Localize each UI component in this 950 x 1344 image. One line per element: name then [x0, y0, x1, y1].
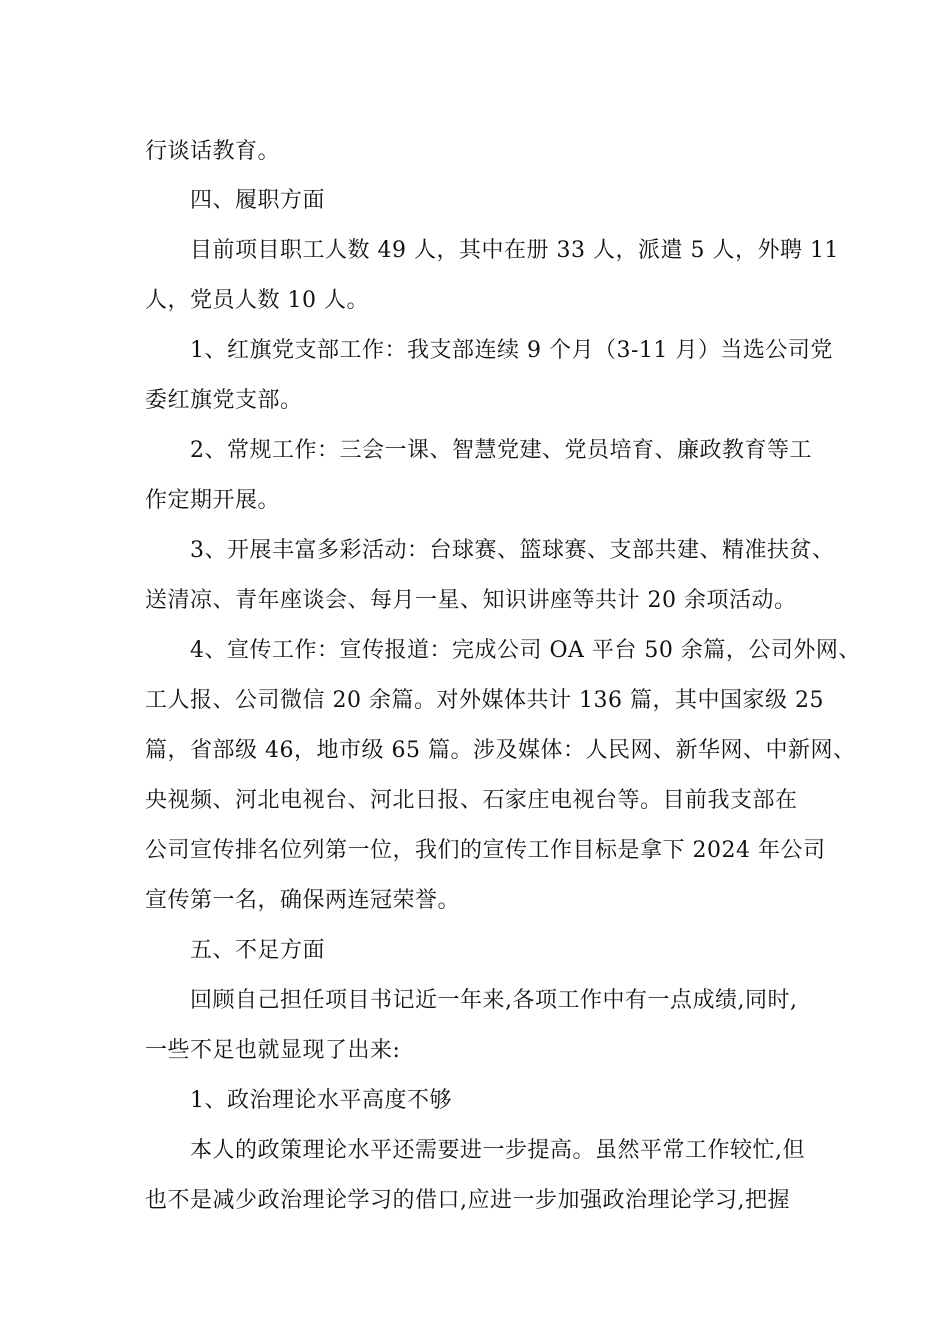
text-line: 宣传第一名，确保两连冠荣誉。: [145, 888, 461, 913]
section-heading: 四、履职方面: [190, 188, 326, 213]
text-line: 行谈话教育。: [145, 139, 281, 164]
text-line: 公司宣传排名位列第一位，我们的宣传工作目标是拿下 2024 年公司: [145, 838, 826, 863]
section-heading: 五、不足方面: [190, 938, 326, 963]
subsection-heading: 1、政治理论水平高度不够: [190, 1088, 452, 1113]
text-line: 人，党员人数 10 人。: [145, 288, 369, 313]
text-line: 工人报、公司微信 20 余篇。对外媒体共计 136 篇，其中国家级 25: [145, 688, 824, 713]
text-line: 回顾自己担任项目书记近一年来,各项工作中有一点成绩,同时,: [190, 988, 798, 1013]
text-line: 2、常规工作：三会一课、智慧党建、党员培育、廉政教育等工: [190, 438, 812, 463]
text-line: 4、宣传工作：宣传报道：完成公司 OA 平台 50 余篇，公司外网、: [190, 638, 861, 663]
text-line: 作定期开展。: [145, 488, 281, 513]
text-line: 也不是减少政治理论学习的借口,应进一步加强政治理论学习,把握: [145, 1188, 790, 1213]
text-line: 3、开展丰富多彩活动：台球赛、篮球赛、支部共建、精准扶贫、: [190, 538, 835, 563]
text-line: 送清凉、青年座谈会、每月一星、知识讲座等共计 20 余项活动。: [145, 588, 797, 613]
text-line: 一些不足也就显现了出来:: [145, 1038, 401, 1063]
text-line: 篇，省部级 46，地市级 65 篇。涉及媒体：人民网、新华网、中新网、: [145, 738, 856, 763]
text-line: 央视频、河北电视台、河北日报、石家庄电视台等。目前我支部在: [145, 788, 798, 813]
text-line: 1、红旗党支部工作：我支部连续 9 个月（3-11 月）当选公司党: [190, 338, 833, 363]
text-line: 委红旗党支部。: [145, 388, 303, 413]
text-line: 本人的政策理论水平还需要进一步提高。虽然平常工作较忙,但: [190, 1138, 805, 1163]
text-line: 目前项目职工人数 49 人，其中在册 33 人，派遣 5 人，外聘 11: [190, 238, 839, 263]
